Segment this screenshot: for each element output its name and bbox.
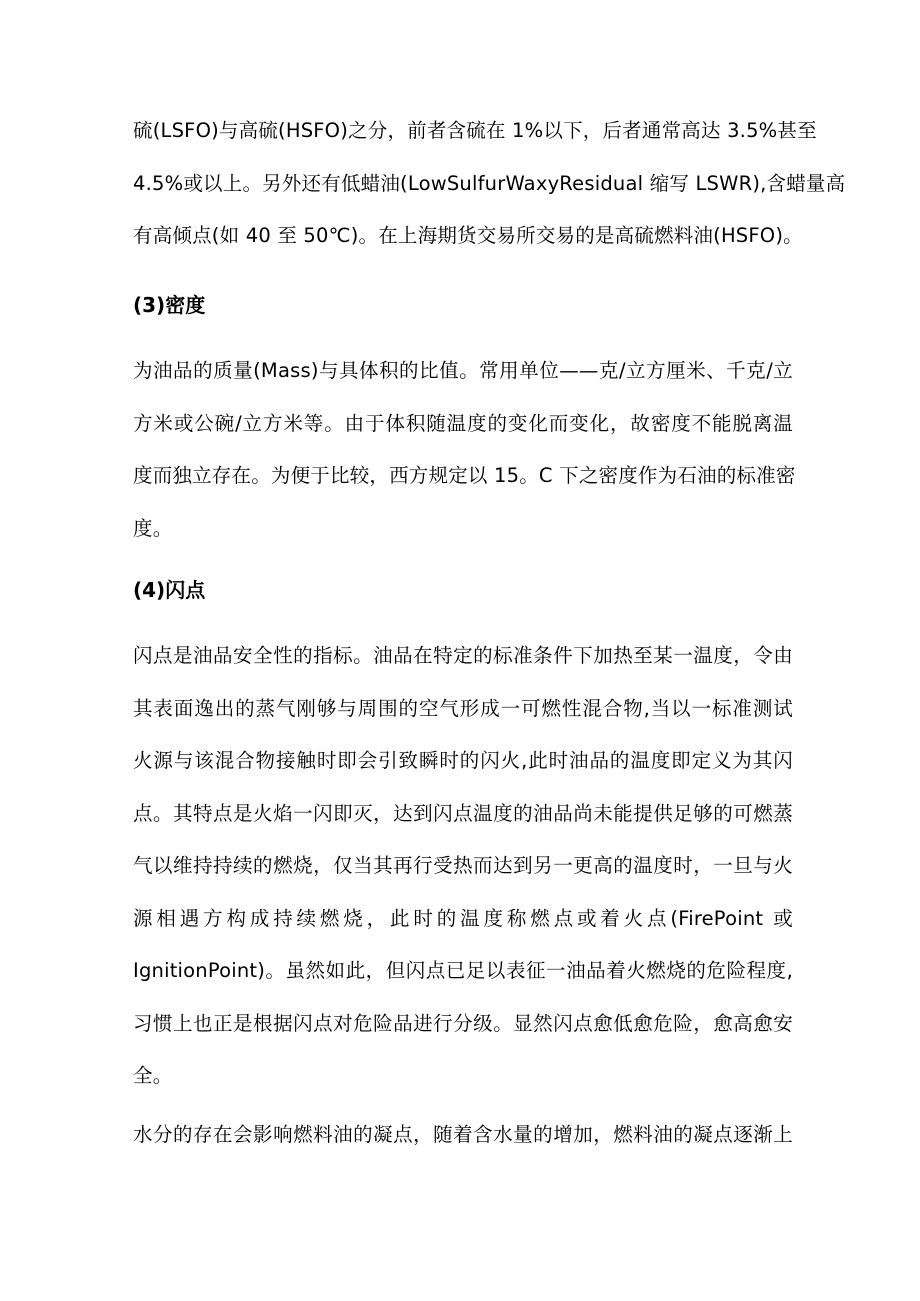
text-line: 源相遇方构成持续燃烧，此时的温度称燃点或着火点(FirePoint 或 — [133, 906, 793, 930]
text-line: 全。 — [133, 1064, 173, 1087]
text-line: 方米或公碗/立方米等。由于体积随温度的变化而变化，故密度不能脱离温 — [133, 411, 793, 435]
text-line: 闪点是油品安全性的指标。油品在特定的标准条件下加热至某一温度，令由 — [133, 644, 793, 667]
paragraph-density — [133, 345, 796, 555]
text-line: 气以维持持续的燃烧，仅当其再行受热而达到另一更高的温度时，一旦与火 — [133, 854, 793, 877]
text-line: 习惯上也正是根据闪点对危险品进行分级。显然闪点愈低愈危险，愈高愈安 — [133, 1011, 793, 1035]
text-line: 硫(LSFO)与高硫(HSFO)之分，前者含硫在 1%以下，后者通常高达 3.5%甚至 — [133, 119, 817, 142]
text-line: 度而独立存在。为便于比较，西方规定以 15。C 下之密度作为石油的标准密 — [133, 464, 796, 487]
text-line: 其表面逸出的蒸气刚够与周围的空气形成一可燃性混合物,当以一标准测试 — [133, 696, 793, 720]
text-line: 水分的存在会影响燃料油的凝点，随着含水量的增加，燃料油的凝点逐渐上 — [133, 1123, 793, 1146]
text-line: 4.5%或以上。另外还有低蜡油(LowSulfurWaxyResidual 缩写 LSWR),含蜡量高 — [133, 171, 846, 195]
paragraph-flash-point — [133, 630, 793, 1103]
heading-flash-point: (4)闪点 — [133, 578, 206, 602]
paragraph-sulfur — [133, 105, 846, 263]
text-line: IgnitionPoint)。虽然如此，但闪点已足以表征一油品着火燃烧的危险程度, — [133, 959, 793, 982]
text-line: 火源与该混合物接触时即会引致瞬时的闪火,此时油品的温度即定义为其闪 — [133, 749, 793, 772]
heading-density: (3)密度 — [133, 293, 206, 317]
text-line: 点。其特点是火焰一闪即灭，达到闪点温度的油品尚未能提供足够的可燃蒸 — [133, 801, 793, 825]
text-line: 有高倾点(如 40 至 50℃)。在上海期货交易所交易的是高硫燃料油(HSFO)。 — [133, 224, 803, 247]
paragraph-water — [133, 1109, 793, 1162]
text-line: 度。 — [133, 516, 173, 540]
text-line: 为油品的质量(Mass)与具体积的比值。常用单位——克/立方厘米、千克/立 — [133, 359, 793, 382]
